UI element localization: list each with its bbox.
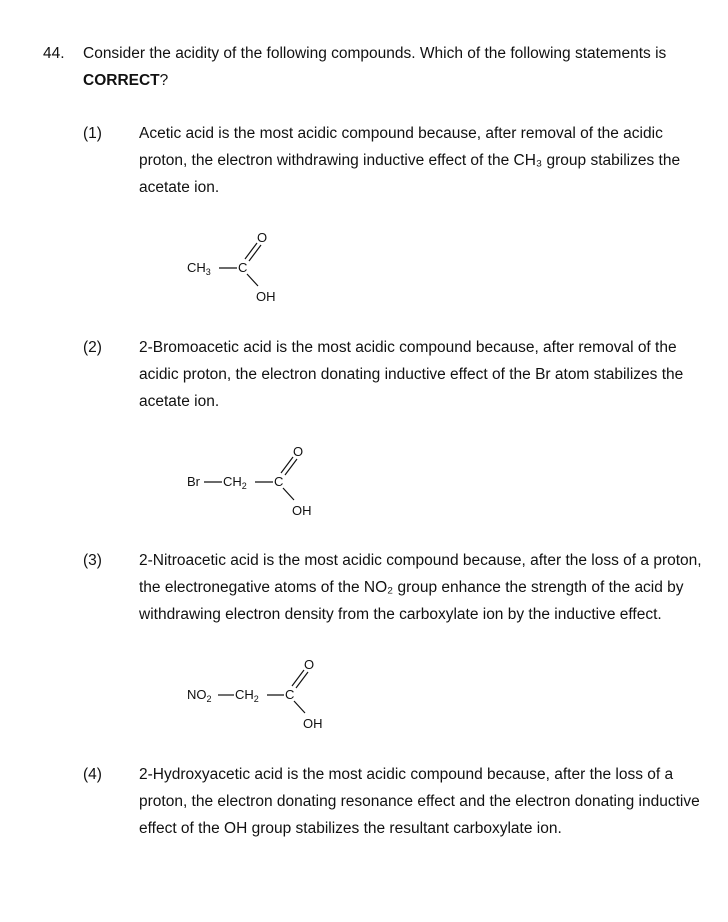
option-2-line2: acidic proton, the electron donating inductive effect of the Br atom stabilizes the <box>139 366 684 383</box>
chain-ch2: $CH_2$ <box>235 687 259 704</box>
bond-co-double-a <box>245 243 257 259</box>
option-2-line1: 2-Bromoacetic acid is the most acidic compound because, after removal of the <box>139 339 677 356</box>
bond-co-double-a <box>281 457 293 473</box>
carbonyl-o: O <box>257 230 268 245</box>
hydroxyl-oh: OH <box>303 716 323 731</box>
bond-co-double-b <box>285 459 297 475</box>
chain-no2: $NO_2$ <box>187 687 212 704</box>
option-1-number: (1) <box>83 125 102 142</box>
bond-c-oh <box>294 701 305 713</box>
bond-co-double-b <box>249 245 261 261</box>
question-text-line1: Consider the acidity of the following compounds. Which of the following statements is <box>83 45 667 62</box>
bond-c-oh <box>283 488 294 500</box>
carbonyl-o: O <box>293 444 304 459</box>
carbonyl-o: O <box>304 657 315 672</box>
chain-br: Br <box>187 474 200 489</box>
question-number: 44. <box>43 45 65 62</box>
structure-nitroacetic-acid <box>180 653 350 737</box>
hydroxyl-oh: OH <box>292 503 312 518</box>
carbon-c: C <box>274 474 284 489</box>
question-text-line2 <box>83 72 168 90</box>
option-4-number: (4) <box>83 766 102 783</box>
chain-ch2: $CH_2$ <box>223 474 247 491</box>
carbon-c: C <box>238 260 248 275</box>
option-4-line2: proton, the electron donating resonance effect and the electron donating inductive <box>139 793 700 810</box>
option-1-line1: Acetic acid is the most acidic compound because, after removal of the acidic <box>139 125 663 142</box>
option-3-number: (3) <box>83 552 102 569</box>
carbon-c: C <box>285 687 295 702</box>
option-4-line1: 2-Hydroxyacetic acid is the most acidic compound because, after the loss of a <box>139 766 674 783</box>
bond-co-double-a <box>292 670 304 686</box>
hydroxyl-oh: OH <box>256 289 276 304</box>
option-3-line3: withdrawing electron density from the carboxylate ion by the inductive effect. <box>139 606 662 623</box>
chain-ch3: $CH_3$ <box>187 260 211 277</box>
option-1-line2: proton, the electron withdrawing inductive effect of the CH₃ group stabilizes the <box>139 152 681 169</box>
option-4-line3: effect of the OH group stabilizes the resultant carboxylate ion. <box>139 820 562 837</box>
option-2-number: (2) <box>83 339 102 356</box>
bond-co-double-b <box>296 672 308 688</box>
structure-bromoacetic-acid <box>180 440 330 524</box>
structure-acetic-acid <box>180 226 290 310</box>
bond-c-oh <box>247 274 258 286</box>
option-3-line1: 2-Nitroacetic acid is the most acidic compound because, after the loss of a proton, <box>139 552 702 569</box>
question-emphasis: CORRECT <box>83 72 160 89</box>
option-2-line3: acetate ion. <box>139 393 220 410</box>
option-3-line2: the electronegative atoms of the NO₂ group enhance the strength of the acid by <box>139 579 684 596</box>
question-punct: ? <box>159 72 169 89</box>
option-1-line3: acetate ion. <box>139 179 220 196</box>
